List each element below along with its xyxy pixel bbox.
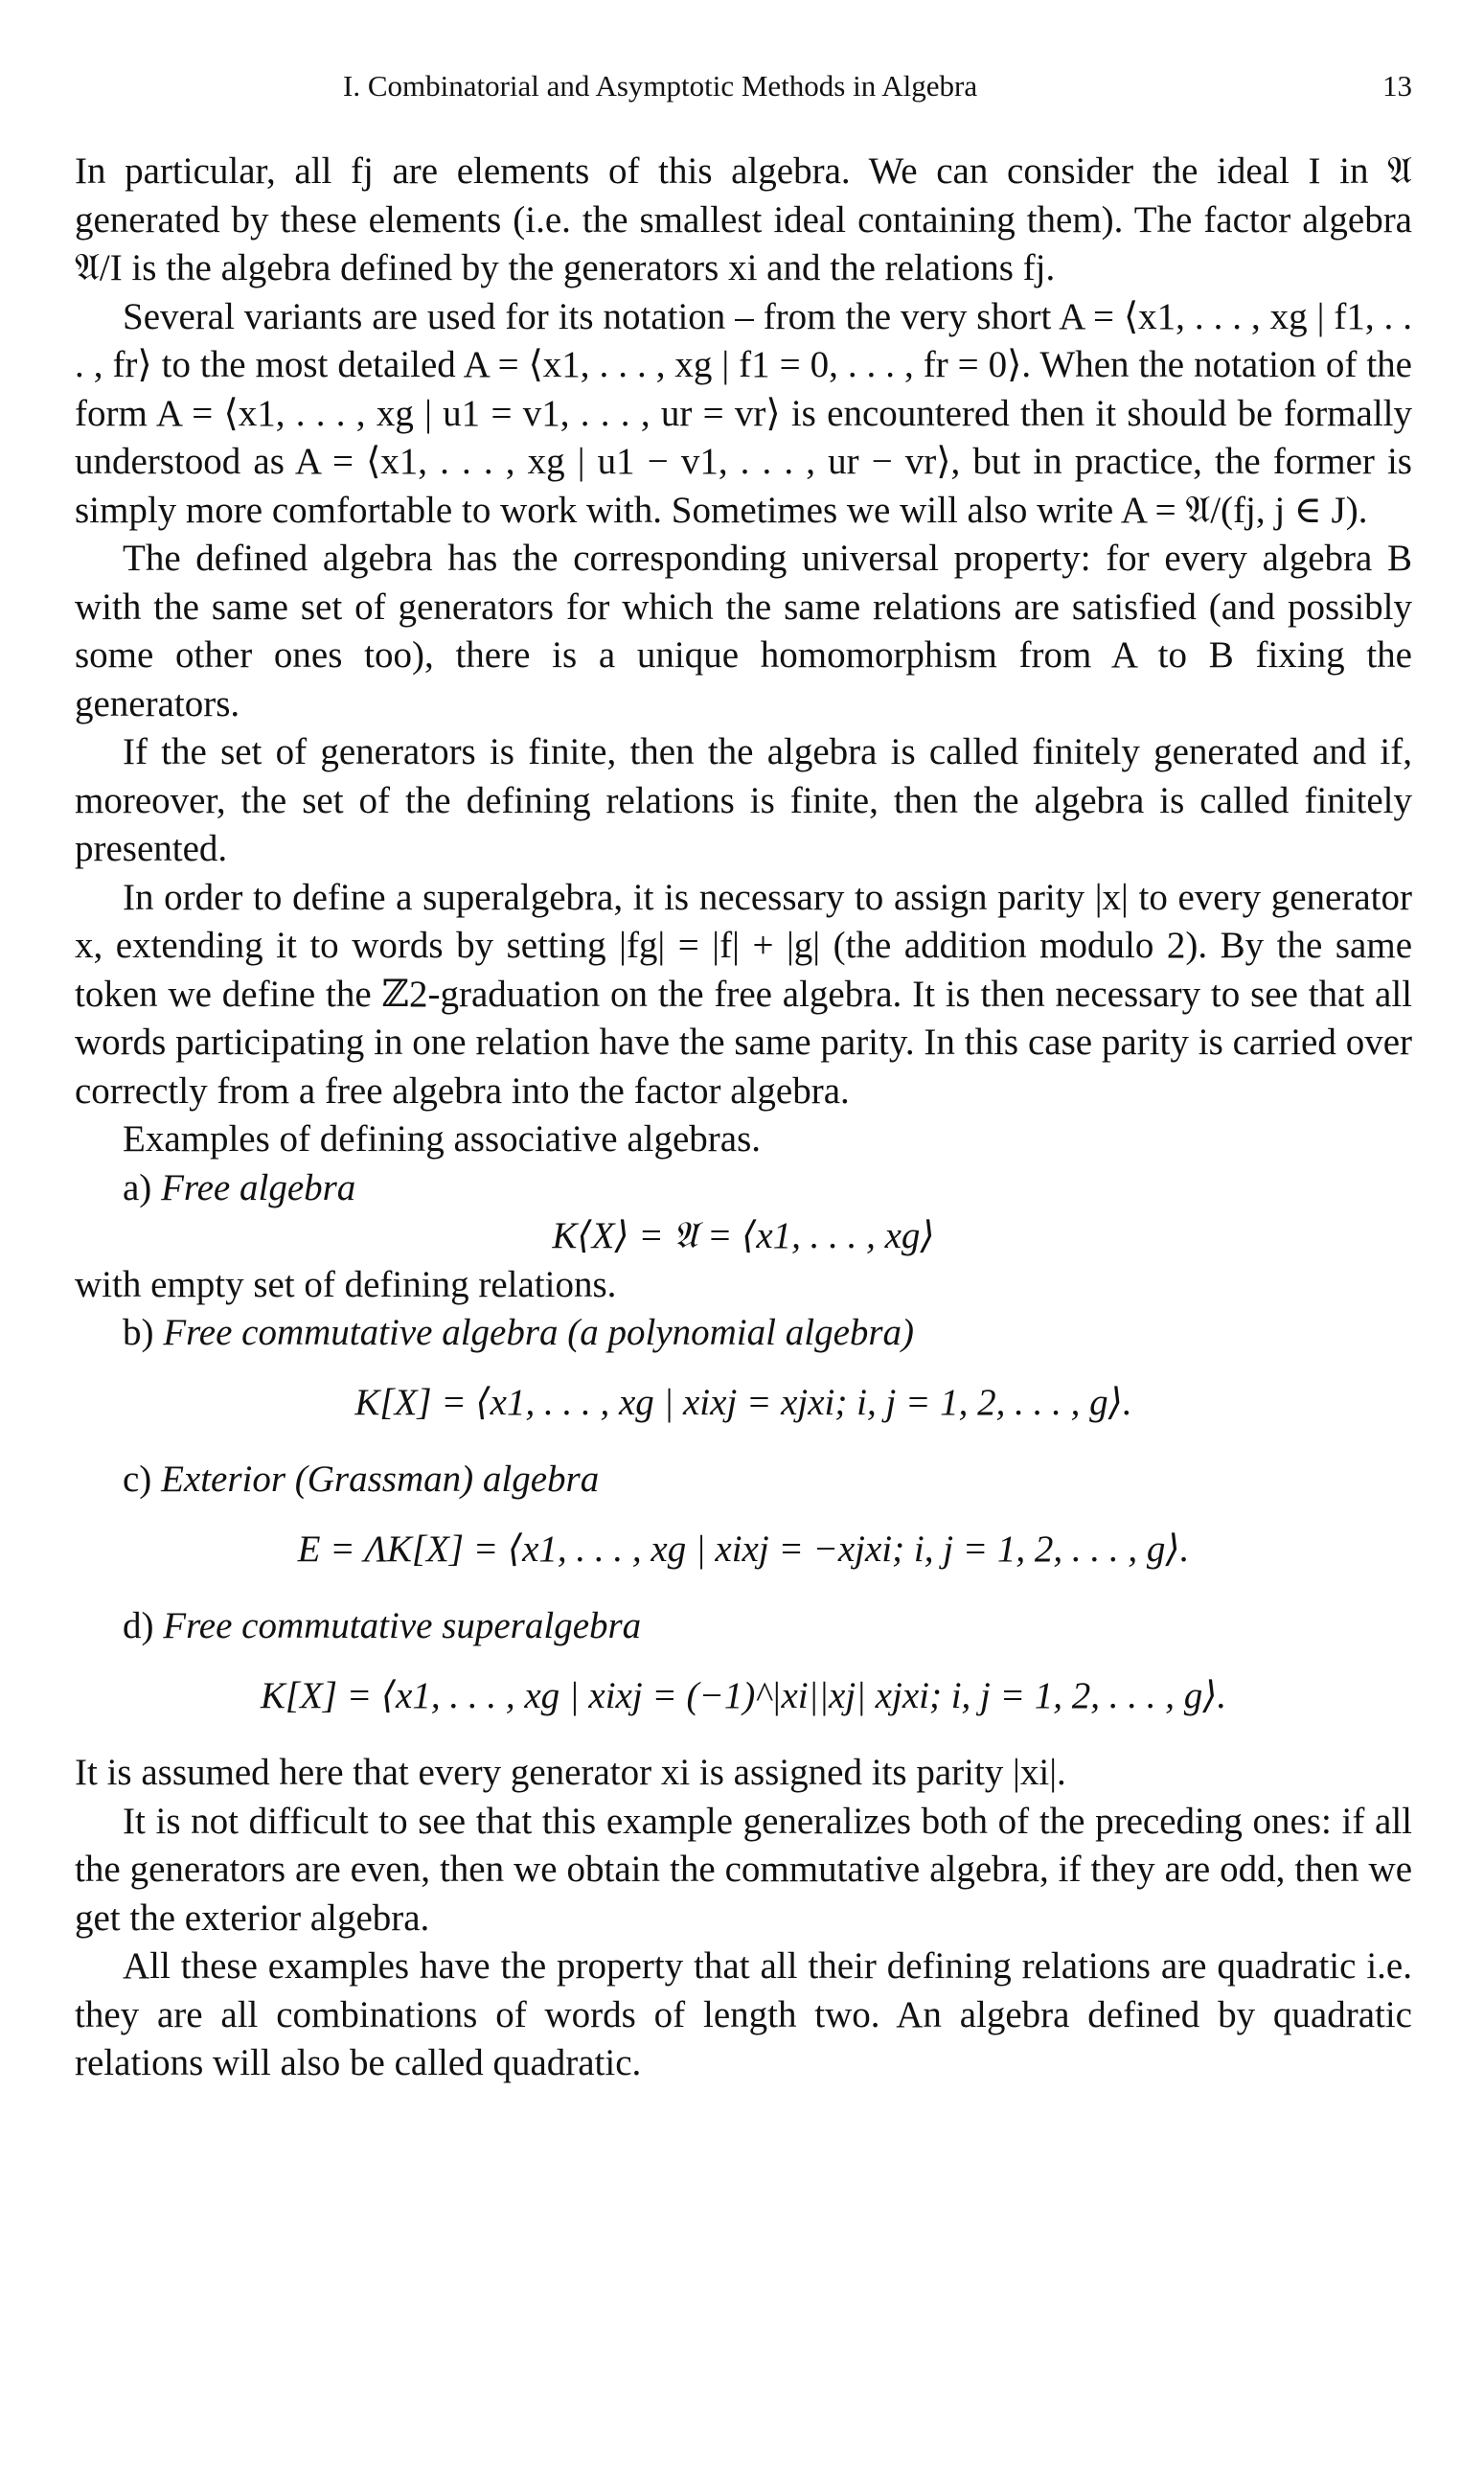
paragraph-7: with empty set of defining relations. (75, 1263, 617, 1305)
paragraph-8: It is assumed here that every generator xi is assigned its parity |xi|. (75, 1752, 1066, 1793)
running-head (75, 57, 1412, 115)
example-a-heading (75, 1164, 1412, 1213)
example-a-marker: a) (123, 1166, 152, 1208)
example-d-heading (75, 1602, 1412, 1651)
example-a-title: Free algebra (161, 1166, 356, 1208)
example-a-formula: K⟨X⟩ = 𝔄 = ⟨x1, . . . , xg⟩ (552, 1215, 935, 1256)
page-number: 13 (1382, 69, 1412, 103)
paragraph-9: It is not difficult to see that this example generalizes both of the preceding ones: if all the generators are even, then we obtain the commutative algebra, if they are odd, then we get the exterior algebra. (75, 1800, 1412, 1939)
example-d-formula: K[X] = ⟨x1, . . . , xg | xixj = (−1)^|xi||xj| xjxi; i, j = 1, 2, . . . , g⟩. (260, 1674, 1227, 1716)
example-c-marker: c) (123, 1459, 152, 1500)
paragraph-10: All these examples have the property that all their defining relations are quadratic i.e. they are all combinations of words of length two. An algebra defined by quadratic relations will also be called quadratic. (75, 1945, 1412, 2083)
paragraph-2: Several variants are used for its notation – from the very short A = ⟨x1, . . . , xg | f1, . . . , fr⟩ to the most detailed A = ⟨x1, . . . , xg | f1 = 0, . . . , fr = 0⟩. When the notation of the form A = ⟨x1, . . . , xg | u1 = v1, . . . , ur = vr⟩ is encountered then it should be formally understood as A = ⟨x1, . . . , xg | u1 − v1, . . . , ur − vr⟩, but in practice, the former is simply more comfortable to work with. Sometimes we will also write A = 𝔄/(fj, j ∈ J). (75, 295, 1412, 531)
example-c-title: Exterior (Grassman) algebra (161, 1459, 600, 1500)
example-b-title: Free commutative algebra (a polynomial algebra) (163, 1312, 915, 1353)
example-c-formula: E = ΛK[X] = ⟨x1, . . . , xg | xixj = −xjxi; i, j = 1, 2, . . . , g⟩. (297, 1528, 1190, 1570)
example-d-marker: d) (123, 1605, 154, 1646)
paragraph-3: The defined algebra has the corresponding universal property: for every algebra B with the same set of generators for which the same relations are satisfied (and possibly some other ones too), there is a unique homomorphism from A to B fixing the generators. (75, 538, 1412, 724)
page (75, 57, 1412, 2088)
example-c-heading (75, 1456, 1412, 1505)
example-d-title: Free commutative superalgebra (163, 1605, 642, 1646)
paragraph-6: Examples of defining associative algebras. (123, 1118, 762, 1160)
paragraph-4: If the set of generators is finite, then the algebra is called finitely generated and if, moreover, the set of the defining relations is finite, then the algebra is called finitely presented. (75, 731, 1412, 869)
running-title: I. Combinatorial and Asymptotic Methods in Algebra (343, 69, 978, 103)
example-b-formula: K[X] = ⟨x1, . . . , xg | xixj = xjxi; i, j = 1, 2, . . . , g⟩. (354, 1381, 1132, 1423)
paragraph-1: In particular, all fj are elements of this algebra. We can consider the ideal I in 𝔄 generated by these elements (i.e. the smallest ideal containing them). The factor algebra 𝔄/I is the algebra defined by the generators xi and the relations fj. (75, 150, 1412, 288)
example-b-marker: b) (123, 1312, 154, 1353)
example-b-heading (75, 1309, 1412, 1358)
paragraph-5: In order to define a superalgebra, it is necessary to assign parity |x| to every generator x, extending it to words by setting |fg| = |f| + |g| (the addition modulo 2). By the same token we define the ℤ2-graduation on the free algebra. It is then necessary to see that all words participating in one relation have the same parity. In this case parity is carried over correctly from a free algebra into the factor algebra. (75, 876, 1412, 1112)
